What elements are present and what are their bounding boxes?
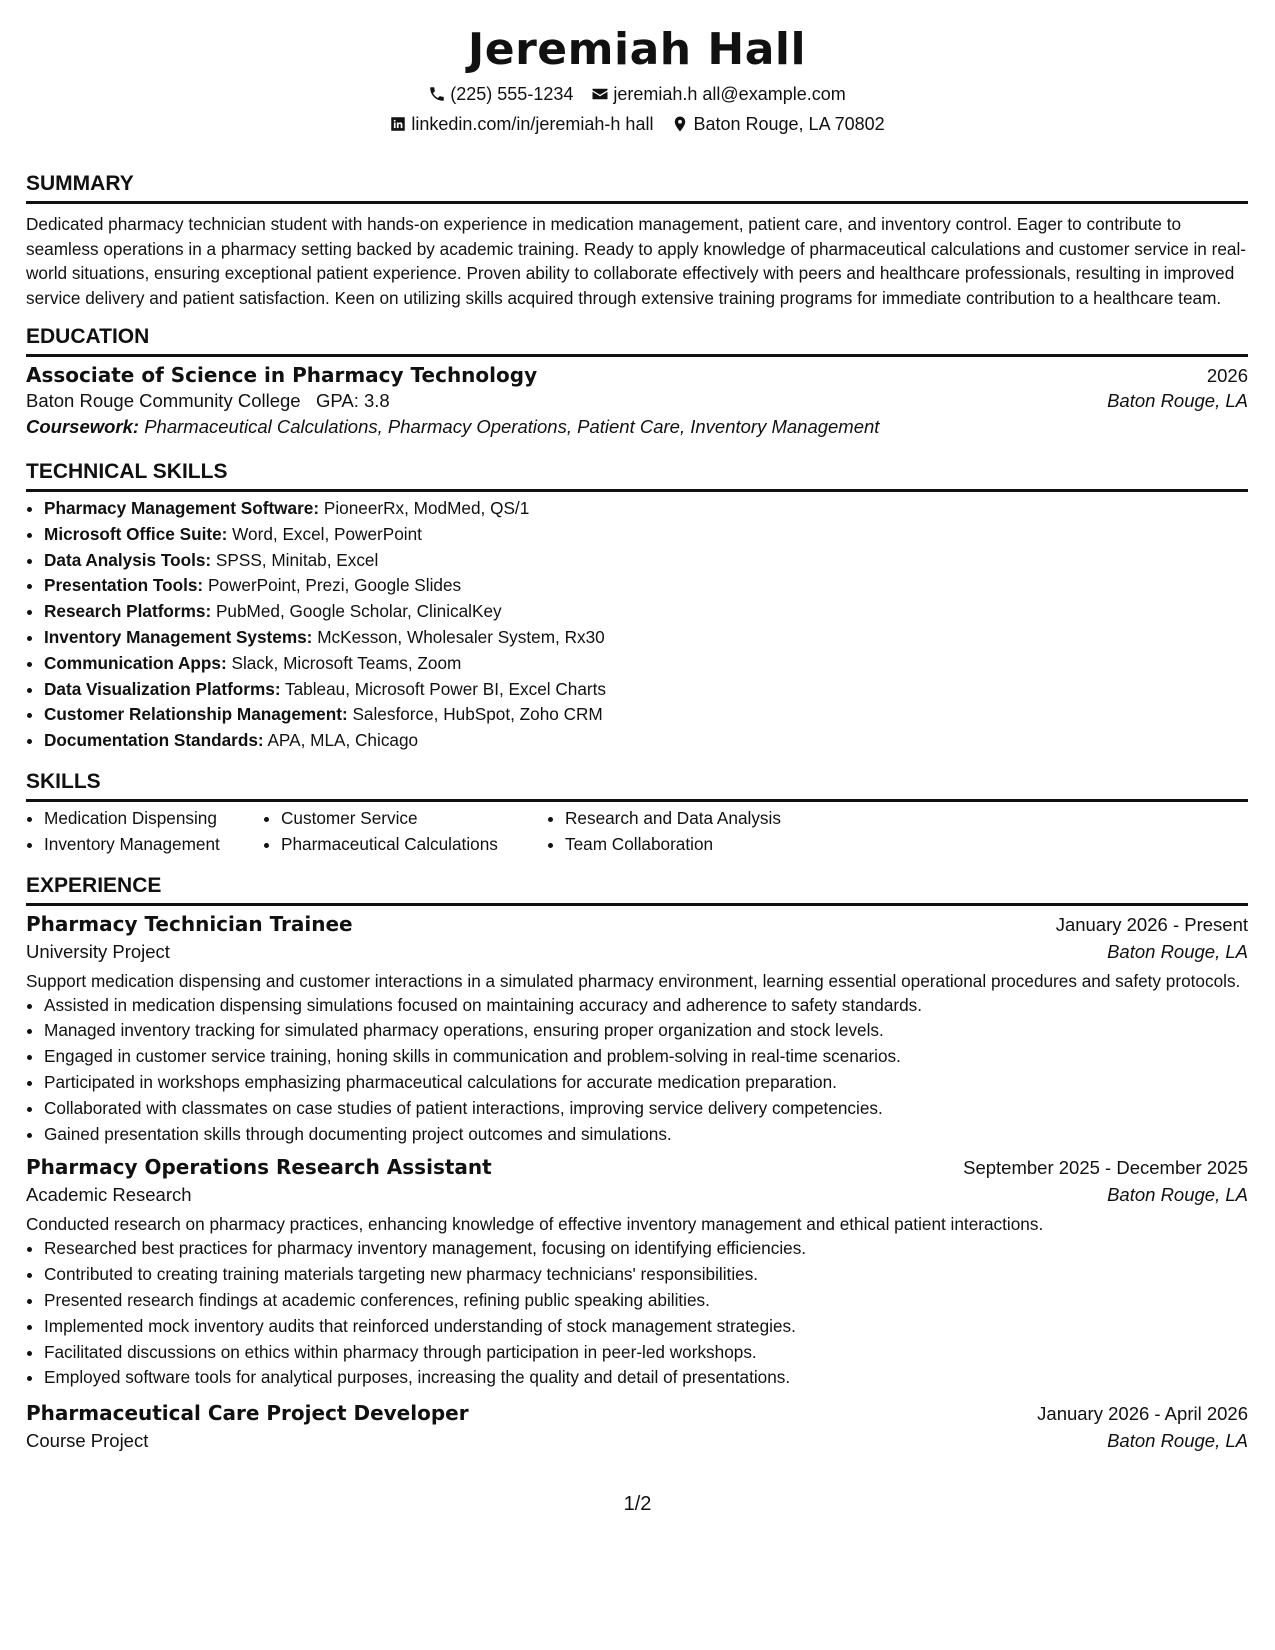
coursework-list: Pharmaceutical Calculations, Pharmacy Operations, Patient Care, Inventory Management [144,416,880,437]
job-entry [26,912,1248,1148]
list-item: • Engaged in customer service training, honing skills in communication and problem-solving in real-time scenarios. [44,1044,1248,1070]
technical-skills-section [26,458,1248,754]
list-item: • Pharmaceutical Calculations [281,832,547,858]
candidate-name: Jeremiah Hall [467,24,807,75]
skill-label: Microsoft Office Suite: [44,523,228,544]
skills-column-1 [26,806,263,858]
list-item: • Collaborated with classmates on case studies of patient interactions, improving service delivery competencies. [44,1096,1248,1122]
skill-value: SPSS, Minitab, Excel [215,549,379,570]
list-item: • Gained presentation skills through documenting project outcomes and simulations. [44,1122,1248,1148]
skill-label: Communication Apps: [44,652,227,673]
list-item: • Researched best practices for pharmacy inventory management, focusing on identifying efficiencies. [44,1236,1248,1262]
list-item: • Managed inventory tracking for simulated pharmacy operations, ensuring proper organization and stock levels. [44,1018,1248,1044]
skills-column-3 [547,806,847,858]
list-item [44,522,1248,548]
skill-value: PioneerRx, ModMed, QS/1 [323,498,530,518]
job-sub [26,1184,1248,1206]
list-item [44,677,1248,703]
skills-section [26,768,1248,858]
school-name: Baton Rouge Community College [26,390,301,411]
linkedin-contact[interactable] [389,112,653,136]
skill-label: Pharmacy Management Software: [44,498,320,518]
job-head [26,1155,1248,1179]
map-pin-icon [671,115,689,133]
technical-skills-list [26,496,1248,754]
list-item: • Inventory Management [44,832,263,858]
job-location: Baton Rouge, LA [1107,940,1248,962]
list-item [44,728,1248,754]
skill-label: Data Visualization Platforms: [44,678,281,699]
list-item [44,651,1248,677]
graduation-year: 2026 [1206,365,1248,386]
education-heading: EDUCATION [26,323,1248,357]
linkedin-icon [389,115,407,133]
skill-label: Data Analysis Tools: [44,549,212,570]
skill-label: Inventory Management Systems: [44,626,313,647]
gpa: GPA: 3.8 [316,390,390,411]
job-bullets [26,993,1248,1148]
job-dates: September 2025 - December 2025 [963,1157,1248,1179]
email-contact[interactable] [591,82,845,106]
degree: Associate of Science in Pharmacy Technology [26,363,538,387]
contact-row-1 [26,82,1248,106]
linkedin-text[interactable]: linkedin.com/in/jeremiah-h hall [411,114,654,134]
job-title: Pharmacy Technician Trainee [26,911,353,936]
education-sub [26,390,1248,412]
phone-contact [428,82,573,106]
job-org: Course Project [26,1430,149,1452]
job-dates: January 2026 - Present [1055,913,1248,935]
location-contact [671,112,884,136]
job-head [26,1401,1248,1425]
phone-icon [428,85,446,103]
email-text[interactable]: jeremiah.h all@example.com [613,84,846,104]
skills-heading: SKILLS [26,768,1248,802]
phone-text: (225) 555-1234 [450,84,574,104]
list-item: • Contributed to creating training materials targeting new pharmacy technicians' responsibilities. [44,1262,1248,1288]
skill-value: PowerPoint, Prezi, Google Slides [207,575,462,596]
skill-label: Customer Relationship Management: [44,704,348,725]
skill-label: Documentation Standards: [44,730,264,751]
coursework [26,414,1248,440]
list-item: • Customer Service [281,806,547,832]
job-location: Baton Rouge, LA [1107,1430,1248,1452]
list-item [44,625,1248,651]
job-entry [26,1401,1248,1452]
job-description: Conducted research on pharmacy practices, enhancing knowledge of effective inventory management and ethical patient interactions. [26,1214,1044,1235]
resume-page [26,0,1248,1452]
job-bullets [26,1236,1248,1391]
skill-value: Slack, Microsoft Teams, Zoom [231,652,462,673]
job-entry [26,1155,1248,1391]
school-line [26,390,390,412]
list-item: • Implemented mock inventory audits that reinforced understanding of stock management strategies. [44,1314,1248,1340]
contact-row-2 [26,112,1248,136]
list-item: • Facilitated discussions on ethics within pharmacy through participation in peer-led workshops. [44,1340,1248,1366]
list-item [44,496,1248,522]
skill-label: Presentation Tools: [44,575,204,596]
list-item [44,548,1248,574]
skill-value: Tableau, Microsoft Power BI, Excel Charts [285,678,606,699]
summary-section [26,170,1248,310]
skills-column-2 [263,806,547,858]
list-item [44,702,1248,728]
location-text: Baton Rouge, LA 70802 [693,114,885,134]
list-item: • Assisted in medication dispensing simulations focused on maintaining accuracy and adherence to safety standards. [44,993,1248,1019]
list-item [44,599,1248,625]
skill-value: Salesforce, HubSpot, Zoho CRM [352,704,603,725]
job-head [26,912,1248,936]
list-item: • Presented research findings at academic conferences, refining public speaking abilities. [44,1288,1248,1314]
experience-heading: EXPERIENCE [26,872,1248,906]
education-location: Baton Rouge, LA [1107,390,1248,411]
summary-heading: SUMMARY [26,170,1248,204]
job-sub [26,1430,1248,1452]
job-title: Pharmaceutical Care Project Developer [26,1401,469,1426]
skill-value: McKesson, Wholesaler System, Rx30 [317,626,605,647]
education-section [26,323,1248,440]
list-item: • Employed software tools for analytical purposes, increasing the quality and detail of presentations. [44,1365,1248,1391]
job-org: Academic Research [26,1184,192,1206]
skill-value: APA, MLA, Chicago [267,730,419,751]
skill-value: PubMed, Google Scholar, ClinicalKey [215,601,502,622]
skill-value: Word, Excel, PowerPoint [232,523,422,544]
skills-grid [26,806,1248,858]
job-sub [26,941,1248,963]
summary-text: Dedicated pharmacy technician student with hands-on experience in medication management, patient care, and inventory control. Eager to contribute to seamless operations in a pharmacy setting backed by academic training. Ready to apply knowledge of pharmaceutical calculations and customer service in real-world situations, ensuring exceptional patient experience. Proven ability to collaborate effectively with peers and healthcare professionals, resulting in improved service delivery and patient satisfaction. Keen on utilizing skills acquired through extensive training programs for immediate contribution to a healthcare team. [26,214,1246,308]
skill-label: Research Platforms: [44,601,212,622]
job-location: Baton Rouge, LA [1107,1184,1248,1206]
education-head [26,363,1248,387]
page-number: 1/2 [623,1493,652,1515]
experience-section [26,872,1248,1453]
list-item: • Research and Data Analysis [565,806,847,832]
list-item: • Participated in workshops emphasizing pharmaceutical calculations for accurate medication preparation. [44,1070,1248,1096]
job-description: Support medication dispensing and customer interactions in a simulated pharmacy environment, learning essential operational procedures and safety protocols. [26,970,1241,991]
job-title: Pharmacy Operations Research Assistant [26,1155,492,1180]
coursework-label: Coursework: [26,416,140,437]
envelope-icon [591,85,609,103]
list-item: • Medication Dispensing [44,806,263,832]
list-item [44,573,1248,599]
technical-skills-heading: TECHNICAL SKILLS [26,458,1248,492]
job-org: University Project [26,940,170,962]
list-item: • Team Collaboration [565,832,847,858]
job-dates: January 2026 - April 2026 [1037,1403,1248,1425]
